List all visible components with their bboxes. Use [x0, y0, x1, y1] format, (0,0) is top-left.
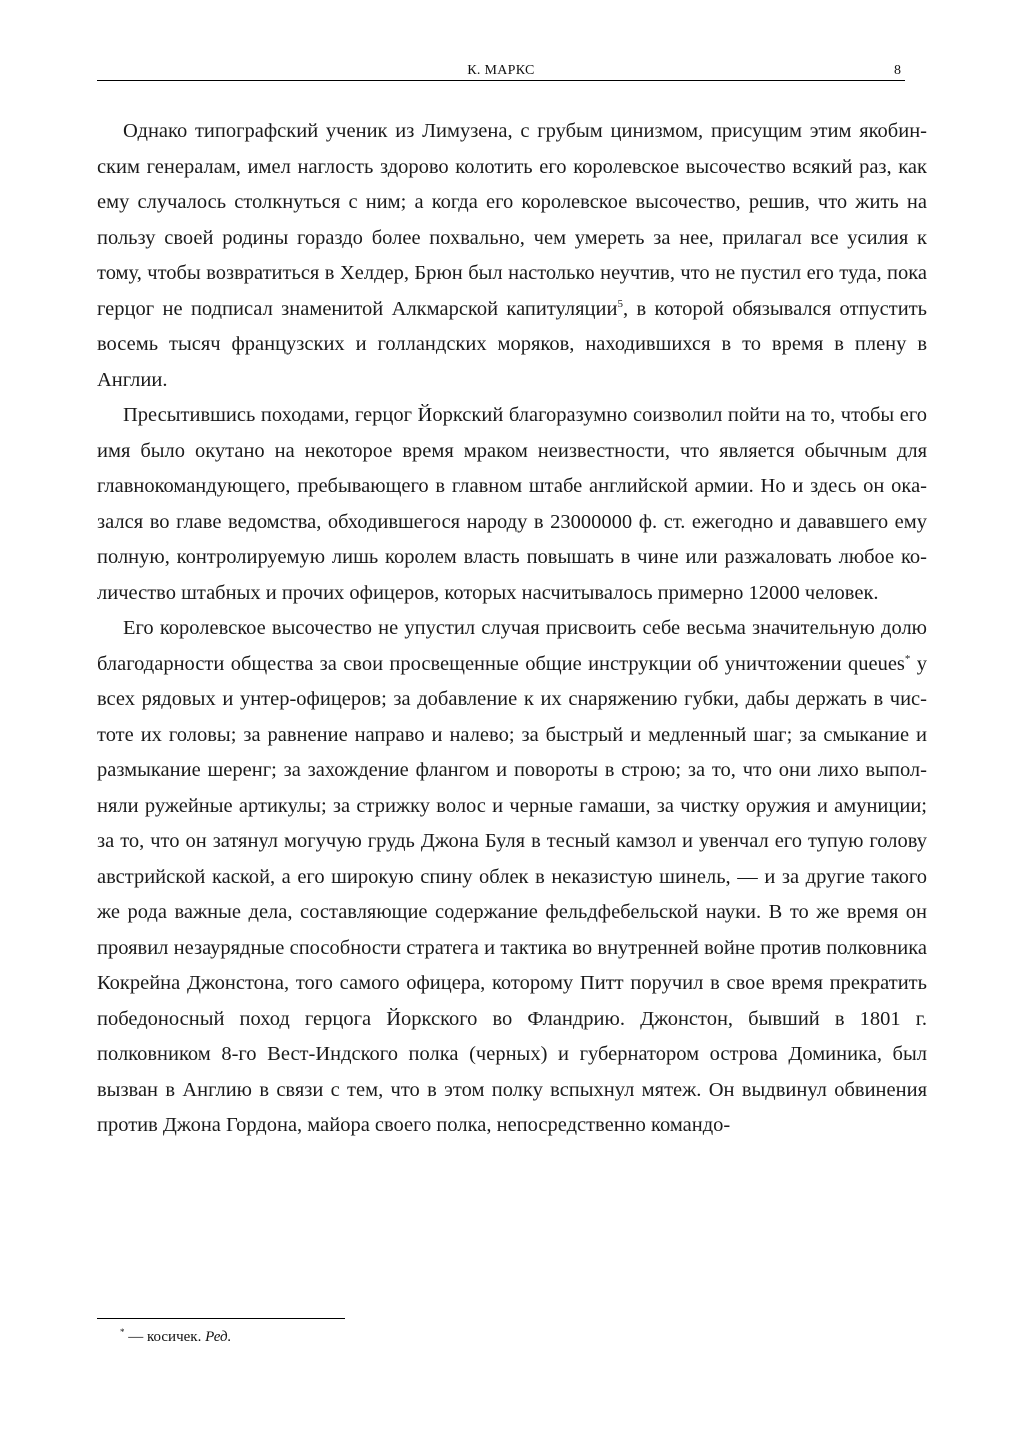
main-text [97, 114, 927, 1144]
note-reference: 5 [617, 297, 623, 310]
footnote-text: — косичек. [124, 1329, 206, 1345]
running-header [97, 62, 905, 81]
paragraph-text: у всех рядовых и унтер-офицеров; за добавление к их снаряжению губки, дабы держать в чистоте их головы; за равнение направо и налево; за быстрый и медленный шаг; за смыкание и размыкание шеренг; за захождение флангом и повороты в строю; за то, что они лихо выполняли ружейные артикулы; за стрижку волос и черные гамаши, за чистку оружия и амуниции; за то, что он затянул могучую грудь Джона Буля в тесный камзол и увенчал его тупую голову австрийской каской, а его широкую спину облек в неказистую шинель, — и за другие такого же рода важные дела, составляющие содержание фельдфебельской науки. В то же время он проявил незаурядные способности стратега и тактика во внутренней войне против полковника Кокрейна Джонстона, того самого офицера, которому Питт поручил в свое время прекратить победоносный поход герцога Йоркского во Фландрию. Джонстон, бывший в 1801 г. полковником 8-го Вест-Индского полка (черных) и губернатором острова Доминика, был вызван в Англию в связи с тем, что в этом полку вспыхнул мятеж. Он выдвинул обвинения против Джона Гордона, майора своего полка, непосредственно командо- [97, 652, 927, 1136]
paragraph-text: Однако типографский ученик из Лимузена, с грубым цинизмом, присущим этим якобинским генералам, имел наглость здорово колотить его королевское высочество всякий раз, как ему случалось столкнуться с ним; а когда его королевское высочество, решив, что жить на пользу своей родины гораздо более похвально, чем умереть за нее, прилагал все усилия к тому, чтобы возвратиться в Хелдер, Брюн был настолько неучтив, что не пустил его туда, пока герцог не подписал знаменитой Алкмарской капитуляции [97, 120, 927, 320]
paragraph-text: , в которой обязывался отпустить восемь тысяч французских и голландских моряков, находившихся в то время в плену в Англии. [97, 297, 927, 391]
paragraph: Пресытившись походами, герцог Йоркский благоразумно соизволил пойти на то, чтобы его имя было окутано на некоторое время мраком неизвестности, что является обычным для главнокомандующего, пребывающего в главном штабе английской армии. Но и здесь он оказался во главе ведомства, обходившегося народу в 23000000 ф. ст. ежегодно и дававшего ему полную, контролируемую лишь королем власть повышать в чине или разжаловать любое количество штабных и прочих офицеров, которых насчитывалось примерно 12000 человек. [97, 404, 927, 604]
footnote-mark: * [120, 1327, 125, 1337]
footnote [120, 1326, 720, 1348]
paragraph-text: Его королевское высочество не упустил случая присвоить себе весьма значительную долю благодарности общества за свои просвещенные общие инструкции об уничтожении queues [97, 617, 927, 675]
page-number: 8 [894, 63, 901, 78]
footnote-editor-note: Ред. [205, 1329, 232, 1345]
footnote-separator [97, 1318, 345, 1319]
header-title: К. МАРКС [467, 63, 535, 78]
paragraph [97, 611, 927, 1144]
paragraph [97, 114, 927, 398]
footnote-reference: * [904, 652, 911, 665]
